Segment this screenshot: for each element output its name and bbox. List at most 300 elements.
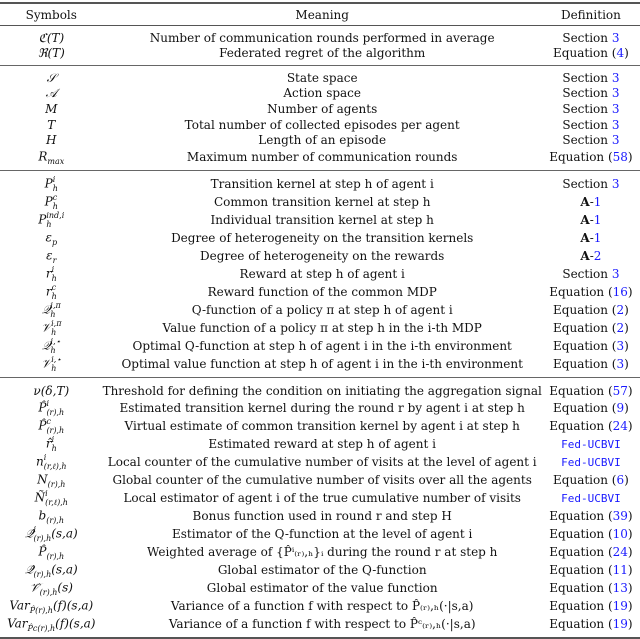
- reference-link[interactable]: 3: [611, 176, 620, 191]
- table-row: [0, 101, 640, 117]
- table-row: [0, 417, 640, 435]
- meaning-cell: Threshold for defining the condition on initiating the aggregation signal: [102, 383, 542, 398]
- symbol-sub: (r),h: [47, 480, 66, 490]
- meaning-cell: Maximum number of communication rounds: [103, 148, 542, 171]
- table-row: [0, 193, 640, 211]
- reference-link[interactable]: 2: [616, 302, 625, 317]
- symbol-cell: [0, 489, 103, 507]
- symbol-sub: (r),h: [39, 588, 58, 598]
- symbol-sup: i,⋆: [51, 354, 62, 364]
- symbol-sub: (r),h: [46, 552, 65, 562]
- table-row: [0, 247, 640, 265]
- table-row: [0, 46, 640, 66]
- definition-prefix: -: [589, 194, 594, 209]
- definition-cell: [542, 229, 640, 247]
- symbol-base: N: [37, 472, 48, 487]
- definition-cell: [542, 101, 640, 117]
- symbol-sub: (r),h: [46, 516, 64, 526]
- definition-cell: [542, 86, 640, 102]
- algorithm-link[interactable]: Fed-UCBVI: [561, 456, 621, 470]
- symbol-base: Var: [9, 598, 30, 613]
- definition-suffix: ): [627, 509, 633, 524]
- symbol-cell: [0, 193, 103, 211]
- reference-link[interactable]: 13: [612, 581, 628, 596]
- symbol-args: (f)(s,a): [55, 616, 96, 631]
- definition-suffix: ): [624, 338, 629, 353]
- symbol-sup: [48, 471, 66, 480]
- definition-suffix: ): [627, 419, 633, 434]
- table-row: [0, 377, 640, 399]
- symbol-base: ε: [46, 248, 53, 263]
- symbol-sup: [47, 148, 64, 157]
- header-meaning: Meaning: [103, 3, 542, 26]
- definition-cell: [542, 453, 640, 471]
- reference-link[interactable]: 16: [612, 284, 628, 299]
- meaning-cell: Global counter of the cumulative number of visits over all the agents: [112, 473, 532, 488]
- symbol-sub: h: [51, 291, 57, 301]
- symbol-cell: [0, 561, 103, 579]
- symbol-base: 𝒬: [41, 338, 51, 353]
- definition-cell: [542, 170, 640, 193]
- symbol-cell: [0, 319, 103, 337]
- definition-prefix: -: [589, 248, 594, 263]
- definition-prefix: Equation (: [549, 527, 613, 542]
- symbol-sup: i: [46, 399, 49, 409]
- reference-link[interactable]: 3: [611, 70, 620, 85]
- symbol-base: b: [38, 508, 47, 523]
- reference-link[interactable]: 3: [611, 117, 620, 132]
- symbol-cell: [0, 355, 103, 378]
- symbol-cell: [0, 247, 103, 265]
- meaning-cell: Local estimator of agent i of the true cumulative number of visits: [123, 491, 521, 506]
- reference-link[interactable]: 3: [611, 86, 620, 101]
- table-row: [0, 507, 640, 525]
- meaning-cell: Variance of a function f with respect to P̂₍ᵣ₎,ₕ(·|s,a): [170, 599, 474, 614]
- table-row: [0, 337, 640, 355]
- symbol-base: 𝒬: [41, 302, 51, 317]
- definition-suffix: ): [624, 46, 629, 61]
- reference-link[interactable]: 2: [616, 320, 625, 335]
- table-row: [0, 319, 640, 337]
- symbol-base: P̂: [38, 418, 47, 433]
- definition-cell: [542, 579, 640, 597]
- table-row: [0, 435, 640, 453]
- meaning-cell: Weighted average of {P̂ⁱ₍ᵣ₎,ₕ}ᵢ during the round r at step h: [146, 545, 498, 560]
- symbol-sub: (r,ℓ),h: [43, 462, 67, 472]
- reference-link[interactable]: 58: [612, 149, 628, 164]
- table-row: [0, 471, 640, 489]
- definition-prefix: Equation (: [549, 581, 613, 596]
- symbol-base: Ñ: [34, 490, 46, 505]
- definition-prefix: -: [589, 212, 594, 227]
- header-symbols: Symbols: [0, 3, 103, 26]
- table-row: [0, 543, 640, 561]
- definition-prefix: Section: [562, 70, 612, 85]
- table-row: [0, 211, 640, 229]
- symbol-base: M: [45, 101, 58, 116]
- table-row: [0, 26, 640, 46]
- notation-table: [0, 2, 640, 639]
- meaning-cell: Action space: [283, 86, 362, 101]
- symbol-sub: P̂c(r),h: [27, 624, 56, 634]
- definition-cell: [542, 435, 640, 453]
- symbol-sup: [40, 579, 58, 588]
- symbol-base: 𝒱: [41, 356, 52, 371]
- symbol-sup: [30, 597, 53, 606]
- symbol-sub: (r,ℓ),h: [45, 498, 68, 508]
- symbol-base: r̂: [45, 436, 52, 451]
- meaning-cell: Number of communication rounds performed in average: [149, 30, 495, 45]
- definition-prefix: Equation (: [553, 338, 617, 353]
- symbol-args: (s,a): [51, 526, 78, 541]
- reference-link[interactable]: 1: [593, 212, 602, 227]
- definition-suffix: ): [627, 581, 633, 596]
- symbol-sub: h: [50, 345, 56, 355]
- definition-prefix: Equation (: [549, 617, 613, 632]
- symbol-cell: [0, 265, 103, 283]
- symbol-args: (s): [57, 580, 73, 595]
- definition-cell: [542, 132, 640, 148]
- table-row: [0, 453, 640, 471]
- definition-prefix: Section: [562, 30, 612, 45]
- table-row: [0, 561, 640, 579]
- symbol-cell: [0, 507, 103, 525]
- definition-prefix: Equation (: [553, 320, 617, 335]
- table-row: [0, 489, 640, 507]
- symbol-sub: max: [47, 156, 65, 166]
- definition-prefix: Equation (: [549, 509, 613, 524]
- symbol-cell: [0, 417, 103, 435]
- definition-prefix: Section: [562, 101, 612, 116]
- symbol-base: H: [46, 133, 57, 148]
- definition-cell: [542, 525, 640, 543]
- definition-cell: [542, 283, 640, 301]
- definition-prefix: Equation (: [549, 383, 613, 398]
- definition-prefix: Equation (: [549, 563, 613, 578]
- table-row: [0, 579, 640, 597]
- table-row: [0, 597, 640, 615]
- reference-link[interactable]: 24: [612, 545, 628, 560]
- symbol-sub: (r),h: [46, 426, 65, 436]
- definition-suffix: ): [624, 320, 629, 335]
- meaning-cell: Q-function of a policy π at step h of agent i: [191, 302, 453, 317]
- symbol-cell: [0, 337, 103, 355]
- table-row: [0, 229, 640, 247]
- symbol-sub: h: [50, 309, 56, 319]
- definition-prefix: Equation (: [553, 356, 617, 371]
- reference-link[interactable]: 10: [612, 527, 628, 542]
- symbol-base: 𝒮: [46, 70, 56, 85]
- definition-cell: [542, 597, 640, 615]
- symbol-sup: i: [43, 453, 47, 463]
- symbol-sub: (r),h: [33, 534, 52, 544]
- symbol-sub: h: [51, 273, 57, 283]
- symbol-base: P̂: [38, 400, 47, 415]
- definition-cell: [542, 265, 640, 283]
- symbol-base: P̂: [38, 544, 47, 559]
- symbol-sub: (r),h: [33, 570, 52, 580]
- symbol-sup: c: [51, 282, 57, 292]
- definition-cell: [542, 319, 640, 337]
- symbol-sup: [46, 507, 64, 516]
- algorithm-link[interactable]: Fed-UCBVI: [561, 438, 621, 452]
- definition-cell: [542, 26, 640, 46]
- symbol-sup: ind,i: [46, 210, 65, 220]
- symbol-base: 𝒱̂: [29, 580, 40, 595]
- algorithm-link[interactable]: Fed-UCBVI: [561, 492, 621, 506]
- table-body: [0, 26, 640, 639]
- definition-prefix: Equation (: [553, 302, 617, 317]
- meaning-cell: Estimated transition kernel during the round r by agent i at step h: [119, 401, 525, 416]
- symbol-cell: [0, 471, 103, 489]
- symbol-cell: [0, 597, 103, 615]
- definition-suffix: ): [624, 473, 629, 488]
- symbol-sup: i: [52, 174, 56, 184]
- symbol-cell: [0, 101, 103, 117]
- meaning-cell: Number of agents: [267, 101, 378, 116]
- reference-link[interactable]: 57: [612, 383, 628, 398]
- definition-cell: [542, 507, 640, 525]
- symbol-sup: i,π: [51, 318, 62, 328]
- table-row: [0, 117, 640, 133]
- meaning-cell: Total number of collected episodes per agent: [184, 117, 460, 132]
- table-row: [0, 399, 640, 417]
- meaning-cell: Estimated reward at step h of agent i: [208, 437, 436, 452]
- definition-cell: [542, 471, 640, 489]
- definition-suffix: ): [624, 401, 629, 416]
- definition-cell: [542, 489, 640, 507]
- reference-link[interactable]: 3: [611, 101, 620, 116]
- reference-link[interactable]: 4: [616, 46, 625, 61]
- symbol-base: 𝒬̂: [24, 562, 34, 577]
- meaning-cell: Transition kernel at step h of agent i: [210, 176, 434, 191]
- symbol-sub: P̂(r),h: [29, 606, 53, 616]
- reference-link[interactable]: 3: [611, 133, 620, 148]
- symbol-cell: [0, 86, 103, 102]
- symbol-cell: [0, 46, 103, 66]
- symbol-sup: i: [33, 525, 37, 535]
- definition-prefix: Section: [562, 86, 612, 101]
- reference-link[interactable]: 3: [611, 30, 620, 45]
- reference-link[interactable]: 9: [616, 401, 625, 416]
- meaning-cell: Global estimator of the Q-function: [217, 563, 427, 578]
- symbol-cell: [0, 453, 103, 471]
- assumption-label: A: [580, 194, 590, 209]
- definition-suffix: ): [627, 545, 633, 560]
- definition-prefix: Equation (: [553, 401, 617, 416]
- definition-prefix: Equation (: [553, 473, 617, 488]
- symbol-args: (s,a): [51, 562, 78, 577]
- definition-suffix: ): [624, 356, 629, 371]
- symbol-sup: [46, 543, 64, 552]
- symbol-sub: h: [52, 183, 58, 193]
- table-header: [0, 3, 640, 26]
- table-row: [0, 132, 640, 148]
- symbol-sub: h: [46, 219, 52, 229]
- definition-cell: [542, 615, 640, 638]
- reference-link[interactable]: 11: [612, 563, 628, 578]
- symbol-base: 𝒱: [41, 320, 52, 335]
- symbol-cell: [0, 399, 103, 417]
- symbol-sup: [53, 247, 57, 256]
- symbol-sup: [52, 229, 57, 238]
- symbol-sub: (r),h: [46, 408, 65, 418]
- symbol-base: ℜ(T): [37, 46, 65, 61]
- meaning-cell: Individual transition kernel at step h: [210, 212, 434, 227]
- meaning-cell: Degree of heterogeneity on the rewards: [200, 248, 445, 263]
- symbol-base: r: [45, 266, 52, 281]
- definition-prefix: Section: [562, 117, 612, 132]
- symbol-sub: h: [51, 327, 57, 337]
- symbol-base: n: [36, 454, 44, 469]
- meaning-cell: Variance of a function f with respect to P̂ᶜ₍ᵣ₎,ₕ(·|s,a): [103, 615, 542, 638]
- definition-cell: [542, 301, 640, 319]
- definition-suffix: ): [627, 383, 633, 398]
- meaning-cell: Degree of heterogeneity on the transition kernels: [171, 230, 474, 245]
- meaning-cell: Reward function of the common MDP: [207, 284, 437, 299]
- definition-suffix: ): [627, 599, 633, 614]
- symbol-sup: [33, 561, 51, 570]
- reference-link[interactable]: 3: [611, 266, 620, 281]
- definition-cell: [542, 561, 640, 579]
- symbol-cell: [0, 117, 103, 133]
- table-row: [0, 301, 640, 319]
- meaning-cell: Federated regret of the algorithm: [103, 46, 542, 66]
- symbol-base: ν(δ,T): [33, 383, 70, 398]
- definition-prefix: Equation (: [549, 545, 613, 560]
- reference-link[interactable]: 3: [616, 338, 625, 353]
- reference-link[interactable]: 2: [593, 248, 602, 263]
- symbol-cell: [0, 435, 103, 453]
- definition-suffix: ): [627, 284, 633, 299]
- table-row: [0, 66, 640, 86]
- definition-suffix: ): [627, 563, 633, 578]
- symbol-cell: [0, 148, 103, 171]
- definition-suffix: ): [627, 149, 633, 164]
- definition-cell: [542, 117, 640, 133]
- meaning-cell: Reward at step h of agent i: [239, 266, 405, 281]
- meaning-cell: State space: [286, 70, 358, 85]
- definition-prefix: -: [589, 230, 594, 245]
- meaning-cell: Optimal value function at step h of agent i in the i-th environment: [103, 355, 542, 378]
- meaning-cell: Local counter of the cumulative number of visits at the level of agent i: [107, 455, 537, 470]
- symbol-cell: [0, 211, 103, 229]
- symbol-cell: [0, 170, 103, 193]
- definition-suffix: ): [627, 527, 633, 542]
- meaning-cell: Optimal Q-function at step h of agent i in the i-th environment: [132, 338, 512, 353]
- symbol-cell: [0, 301, 103, 319]
- definition-cell: [542, 377, 640, 399]
- reference-link[interactable]: 6: [616, 473, 625, 488]
- table-row: [0, 265, 640, 283]
- symbol-cell: [0, 26, 103, 46]
- symbol-sub: h: [51, 444, 57, 454]
- symbol-cell: [0, 66, 103, 86]
- reference-link[interactable]: 24: [612, 419, 628, 434]
- reference-link[interactable]: 19: [612, 617, 628, 632]
- symbol-sub: h: [51, 363, 57, 373]
- reference-link[interactable]: 3: [616, 356, 625, 371]
- definition-cell: [542, 148, 640, 171]
- assumption-label: A: [580, 230, 590, 245]
- meaning-cell: Common transition kernel at step h: [213, 194, 431, 209]
- symbol-cell: [0, 543, 103, 561]
- meaning-cell: Bonus function used in round r and step H: [192, 509, 452, 524]
- symbol-sup: c: [46, 417, 51, 427]
- symbol-base: ε: [45, 230, 52, 245]
- symbol-cell: [0, 132, 103, 148]
- symbol-base: P: [44, 194, 53, 209]
- definition-prefix: Section: [562, 266, 612, 281]
- definition-cell: [542, 417, 640, 435]
- meaning-cell: Virtual estimate of common transition kernel by agent i at step h: [124, 419, 520, 434]
- symbol-cell: [0, 615, 103, 638]
- symbol-cell: [0, 229, 103, 247]
- meaning-cell: Value function of a policy π at step h in the i-th MDP: [162, 320, 482, 335]
- symbol-base: Var: [7, 616, 28, 631]
- symbol-sub: r: [52, 255, 57, 265]
- symbol-sub: h: [52, 201, 58, 211]
- symbol-cell: [0, 283, 103, 301]
- meaning-cell: Estimator of the Q-function at the level of agent i: [172, 527, 473, 542]
- definition-cell: [542, 247, 640, 265]
- symbol-base: P: [44, 176, 53, 191]
- definition-cell: [542, 66, 640, 86]
- definition-prefix: Equation (: [549, 284, 613, 299]
- symbol-base: 𝒜: [45, 86, 57, 101]
- symbol-cell: [0, 525, 103, 543]
- reference-link[interactable]: 1: [593, 230, 602, 245]
- definition-cell: [542, 543, 640, 561]
- definition-suffix: ): [627, 617, 633, 632]
- assumption-label: A: [580, 212, 590, 227]
- symbol-base: T: [47, 117, 56, 132]
- symbol-sup: i: [45, 489, 48, 499]
- symbol-base: R: [38, 149, 48, 164]
- symbol-cell: [0, 579, 103, 597]
- meaning-cell: Global estimator of the value function: [206, 581, 438, 596]
- reference-link[interactable]: 1: [593, 194, 602, 209]
- symbol-sup: c: [52, 192, 58, 202]
- table-row: [0, 86, 640, 102]
- symbol-base: 𝒬̂: [24, 526, 34, 541]
- reference-link[interactable]: 39: [612, 509, 628, 524]
- symbol-sup: i,⋆: [50, 336, 61, 346]
- definition-cell: [542, 211, 640, 229]
- table-row: [0, 355, 640, 378]
- definition-cell: [542, 355, 640, 378]
- reference-link[interactable]: 19: [612, 599, 628, 614]
- table-row: [0, 615, 640, 638]
- symbol-args: (f)(s,a): [52, 598, 94, 613]
- definition-prefix: Equation (: [549, 419, 613, 434]
- header-definition: Definition: [542, 3, 640, 26]
- table-row: [0, 283, 640, 301]
- table-row: [0, 170, 640, 193]
- definition-cell: [542, 46, 640, 66]
- definition-suffix: ): [624, 302, 629, 317]
- symbol-base: r: [45, 284, 52, 299]
- definition-cell: [542, 337, 640, 355]
- definition-prefix: Equation (: [549, 149, 613, 164]
- meaning-cell: Length of an episode: [258, 133, 387, 148]
- table-row: [0, 525, 640, 543]
- definition-prefix: Section: [562, 176, 612, 191]
- definition-prefix: Equation (: [549, 599, 613, 614]
- definition-cell: [542, 399, 640, 417]
- definition-prefix: Equation (: [553, 46, 617, 61]
- symbol-base: P: [38, 212, 47, 227]
